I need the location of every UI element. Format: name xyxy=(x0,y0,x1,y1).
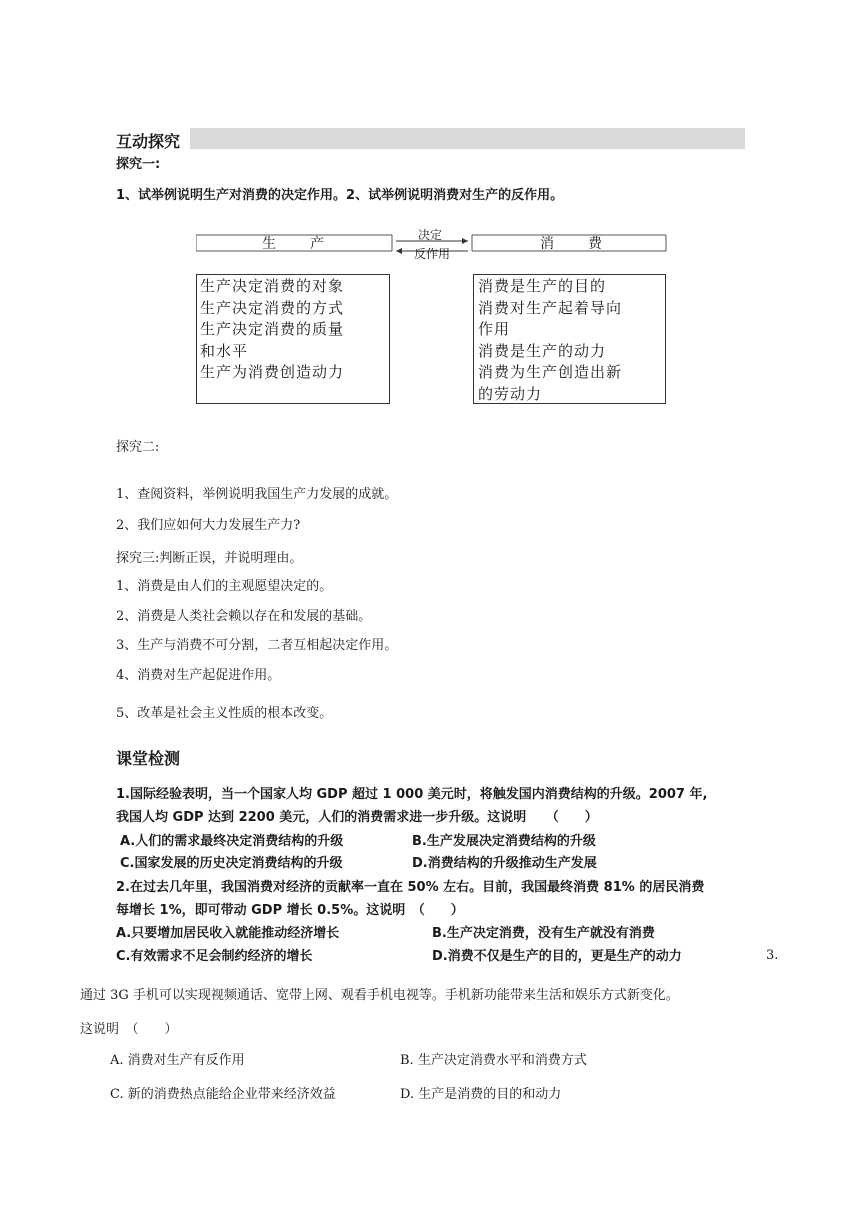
diagram-left-box xyxy=(200,276,388,384)
right-box-line: 消费为生产创造出新 xyxy=(478,363,623,381)
right-box-line: 的劳动力 xyxy=(478,384,543,403)
q3-option-b: B. 生产决定消费水平和消费方式 xyxy=(400,1053,587,1068)
diagram-right-box xyxy=(478,276,666,405)
explore-three-title: 探究三:判断正误，并说明理由。 xyxy=(116,551,303,566)
explore-two-item: 2、我们应如何大力发展生产力? xyxy=(116,518,301,533)
q1-stem-line2: 我国人均 GDP 达到 2200 美元，人们的消费需求进一步升级。这说明 （ ） xyxy=(116,810,598,825)
explore-three-item: 2、消费是人类社会赖以存在和发展的基础。 xyxy=(116,609,372,624)
right-box-line: 消费是生产的目的 xyxy=(478,277,607,295)
left-box-line: 生产决定消费的对象 xyxy=(200,277,345,295)
q3-number: 3. xyxy=(766,948,779,963)
q1-option-a: A.人们的需求最终决定消费结构的升级 xyxy=(120,834,344,849)
explore-three-item: 4、消费对生产起促进作用。 xyxy=(116,668,281,683)
q2-option-a: A.只要增加居民收入就能推动经济增长 xyxy=(116,926,340,941)
diagram-left-title: 生 产 xyxy=(262,236,326,252)
explore-two-title: 探究二: xyxy=(116,440,160,455)
explore-three-item: 1、消费是由人们的主观愿望决定的。 xyxy=(116,579,333,594)
q3-option-a: A. 消费对生产有反作用 xyxy=(110,1053,245,1068)
explore-three-item: 5、改革是社会主义性质的根本改变。 xyxy=(116,706,333,721)
right-box-line: 作用 xyxy=(478,320,511,338)
right-box-line: 消费对生产起着导向 xyxy=(478,298,623,317)
diagram-arrow-top-label: 决定 xyxy=(418,228,443,242)
q2-stem-line1: 2.在过去几年里，我国消费对经济的贡献率一直在 50% 左右。目前，我国最终消费 81% 的居民消费 xyxy=(116,880,705,895)
test-heading: 课堂检测 xyxy=(116,749,181,768)
section-heading-interactive: 互动探究 xyxy=(116,132,181,151)
q1-option-b: B.生产发展决定消费结构的升级 xyxy=(412,834,596,849)
q1-option-c: C.国家发展的历史决定消费结构的升级 xyxy=(120,856,343,871)
q2-stem-line2: 每增长 1%，即可带动 GDP 增长 0.5%。这说明 （ ） xyxy=(116,903,464,918)
explore-one-title: 探究一: xyxy=(116,157,161,172)
diagram-arrow-bottom-label: 反作用 xyxy=(414,247,451,261)
q3-stem-line2: 这说明 （ ） xyxy=(80,1022,178,1037)
q1-stem-line1: 1.国际经验表明，当一个国家人均 GDP 超过 1 000 美元时，将触发国内消费结构的升级。2007 年, xyxy=(116,787,708,802)
q2-option-d: D.消费不仅是生产的目的，更是生产的动力 xyxy=(432,949,682,964)
left-box-line: 生产决定消费的方式 xyxy=(200,298,345,317)
q2-option-b: B.生产决定消费，没有生产就没有消费 xyxy=(432,926,655,941)
left-box-line: 生产决定消费的质量 xyxy=(200,320,345,338)
explore-one-question: 1、试举例说明生产对消费的决定作用。2、试举例说明消费对生产的反作用。 xyxy=(116,188,564,203)
q3-stem-line1: 通过 3G 手机可以实现视频通话、宽带上网、观看手机电视等。手机新功能带来生活和娱乐方式新变化。 xyxy=(80,988,679,1003)
left-box-line: 和水平 xyxy=(200,341,249,360)
explore-three-item: 3、生产与消费不可分割，二者互相起决定作用。 xyxy=(116,638,398,653)
explore-two-item: 1、查阅资料，举例说明我国生产力发展的成就。 xyxy=(116,487,398,502)
q1-option-d: D.消费结构的升级推动生产发展 xyxy=(412,856,597,871)
q3-option-c: C. 新的消费热点能给企业带来经济效益 xyxy=(110,1087,336,1102)
arrow-head-left-icon xyxy=(396,248,402,254)
arrow-head-right-icon xyxy=(462,238,468,244)
right-box-line: 消费是生产的动力 xyxy=(478,341,607,360)
left-box-line: 生产为消费创造动力 xyxy=(200,363,345,381)
diagram-right-title: 消 费 xyxy=(540,236,604,252)
q2-option-c: C.有效需求不足会制约经济的增长 xyxy=(116,949,313,964)
q3-option-d: D. 生产是消费的目的和动力 xyxy=(400,1087,562,1102)
heading-shade-bar xyxy=(190,128,745,149)
